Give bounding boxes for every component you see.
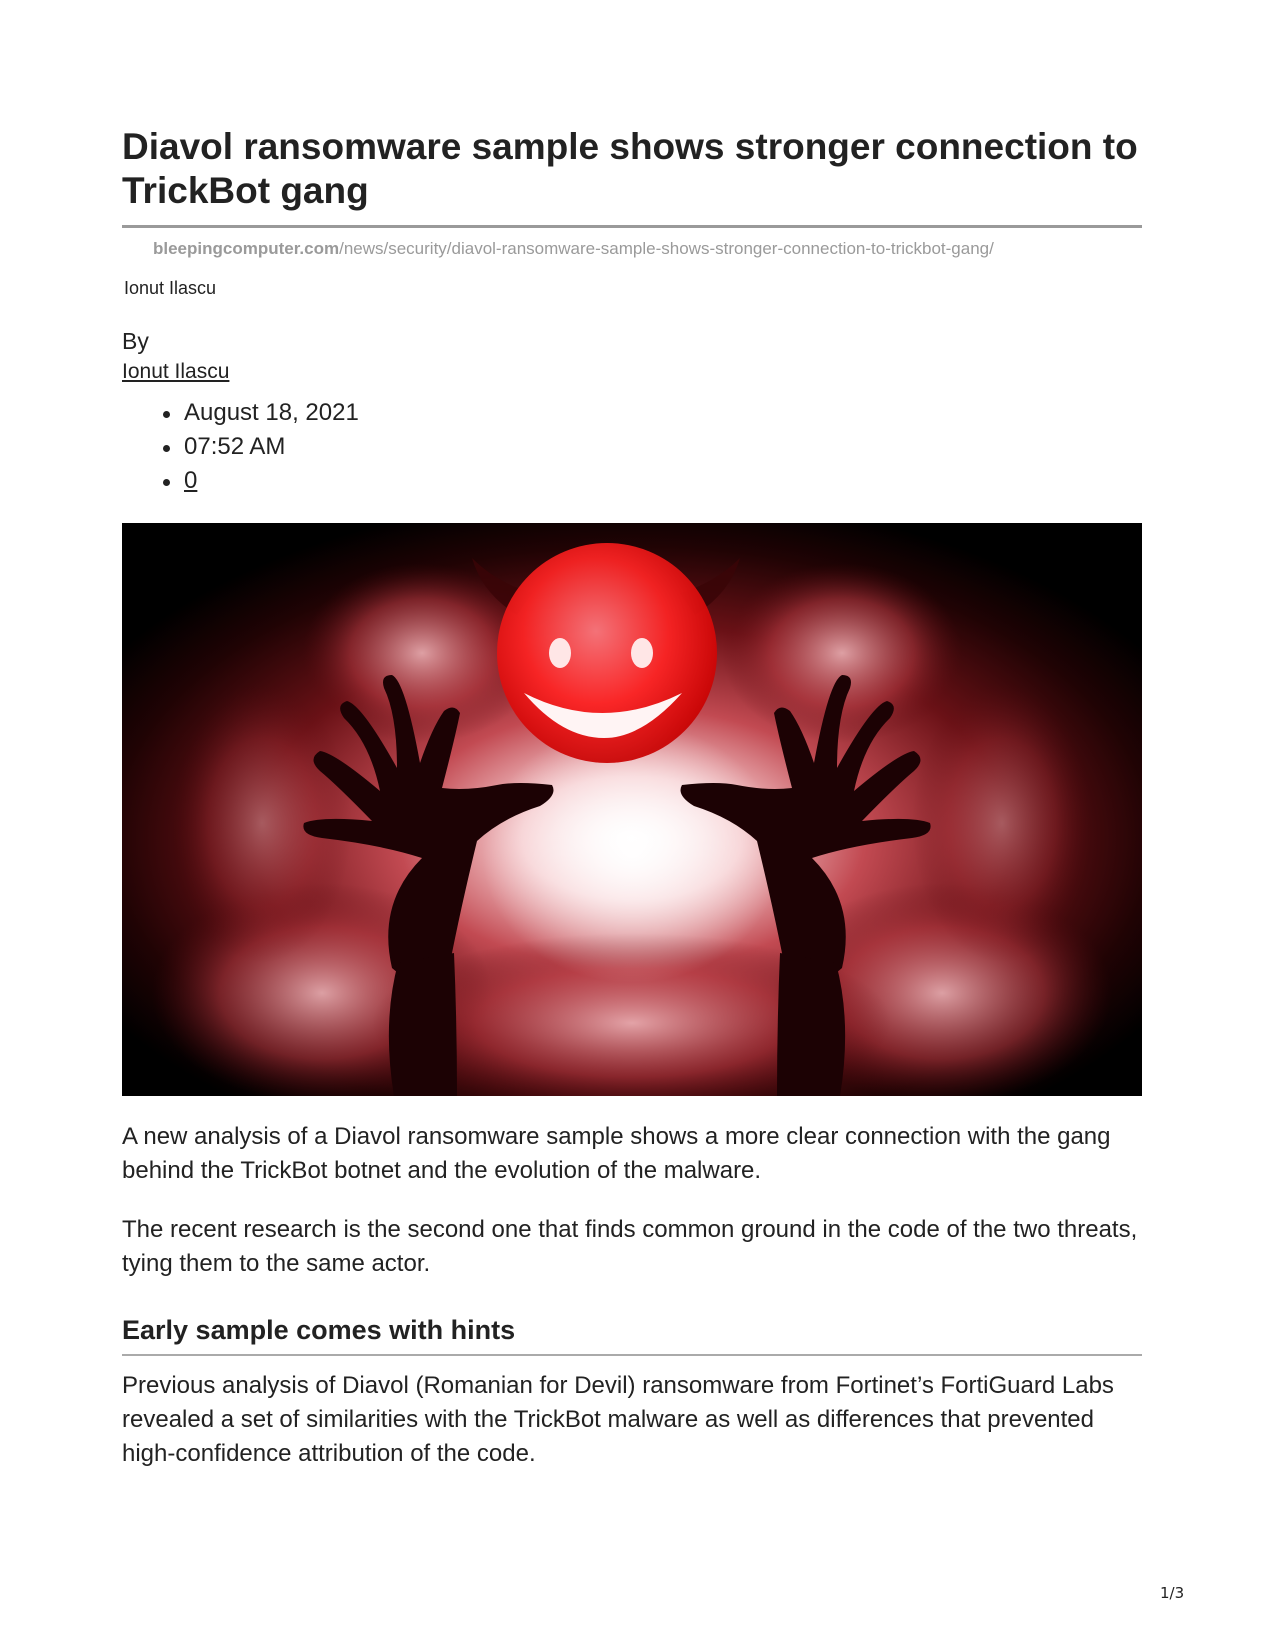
comment-count-link[interactable]: 0 bbox=[184, 467, 198, 494]
publish-date-text: August 18, 2021 bbox=[184, 399, 359, 426]
section-heading: Early sample comes with hints bbox=[122, 1315, 516, 1345]
source-url[interactable] bbox=[153, 238, 994, 260]
devil-hands-illustration bbox=[122, 523, 1142, 1096]
article-paragraph-2: The recent research is the second one that finds common ground in the code of the two threats, tying them to the same actor. bbox=[122, 1216, 1138, 1277]
title-divider bbox=[122, 225, 1142, 228]
source-path: /news/security/diavol-ransomware-sample-shows-stronger-connection-to-trickbot-gang/ bbox=[339, 239, 994, 258]
article-meta-list bbox=[160, 396, 359, 498]
author-name: Ionut Ilascu bbox=[124, 278, 217, 298]
publish-time-text: 07:52 AM bbox=[184, 433, 286, 460]
section-divider bbox=[122, 1354, 1142, 1356]
publish-date bbox=[160, 396, 359, 430]
source-domain: bleepingcomputer.com bbox=[153, 239, 340, 258]
article-title: Diavol ransomware sample shows stronger connection to TrickBot gang bbox=[122, 126, 1138, 211]
section-paragraph: Previous analysis of Diavol (Romanian for Devil) ransomware from Fortinet’s FortiGuard Labs revealed a set of similarities with the TrickBot malware as well as differences that prevented high-confidence attribution of the code. bbox=[122, 1372, 1114, 1467]
publish-time bbox=[160, 430, 359, 464]
article-paragraph-1: A new analysis of a Diavol ransomware sample shows a more clear connection with the gang behind the TrickBot botnet and the evolution of the malware. bbox=[122, 1123, 1111, 1184]
author-link[interactable]: Ionut Ilascu bbox=[122, 360, 230, 383]
comment-count bbox=[160, 464, 359, 498]
byline-label: By bbox=[122, 328, 149, 354]
hero-image bbox=[122, 523, 1142, 1096]
page-number: 1/3 bbox=[1160, 1584, 1185, 1602]
